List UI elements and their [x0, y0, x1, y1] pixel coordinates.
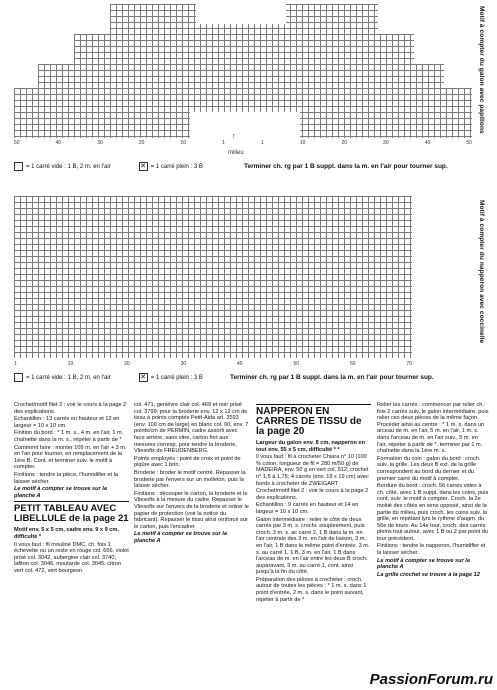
col2-p2: Points employés : point de croix et point de piqûre avec 1 brin.: [134, 455, 241, 469]
chart1-center-label: milieu: [228, 150, 244, 156]
scale-tick: 20: [341, 140, 347, 146]
col1-note: Le motif à compter se trouve sur la planche A: [14, 486, 107, 499]
scale-tick: 70: [406, 361, 412, 367]
chart1-stair-right-2: [414, 34, 472, 64]
chart2-terminer: Terminer ch. rg par 1 B suppl. dans la m. en l'air pour tourner sup.: [230, 374, 434, 381]
col1-p6: Motif env. 5 x 5 cm, cadre env. 9 x 9 cm, difficulté *: [14, 527, 119, 540]
col3-p5: Galon intermédiaire : relier le côté de deux carrés par 3 m. s. crochi. soupleement, puis croch. 3 m. s. ac carré 2, 1 B dans la m. en l'air centrale des 3 m. en l'air de liaison, 3 m. en l'air, 1 B dans le même point d'entrée, 3 m. s. au carré 1, 1 B, 3 m. en l'air, 1 B dans l'arceau de m. en l'air entre les deux B croch. auparavant, 3 m. au carré 1, cont. ainsi jusqu'à la fin du côté.: [256, 516, 370, 576]
col3-p1: Largeur du galon env. 8 cm, napperon en tout env. 55 x 5 cm, difficulté * *: [256, 440, 365, 453]
col4-note: Le motif à compter se trouve sur la planche A: [377, 557, 470, 571]
chart1-stair-right-1: [378, 4, 472, 34]
col3-p6: Préparation des pièces à crocheter : croch. autour de toutes les pièces : * 1 m. s. dans 1 point d'entrée, 2 m. s. dans le point suivant, répéter à partir de *: [256, 576, 367, 603]
column-2: [134, 402, 249, 545]
chart1-stair-left-1: [14, 4, 110, 34]
col3-p4: Echantillon : 9 carrés en hauteur et 14 en largeur = 10 x 10 cm.: [256, 502, 359, 515]
scale-tick: 10: [180, 140, 187, 146]
chart1-side-label: Motif à compter du galon avec papillons: [478, 6, 485, 134]
scale-tick: 30: [180, 361, 187, 367]
scale-tick: 30: [383, 140, 389, 146]
chart2-grid: [14, 196, 412, 358]
scale-tick: 1: [222, 140, 225, 146]
legend-full-label: = 1 carré plein : 3 B: [150, 374, 203, 381]
col4-p1: Relier les carrés : commencer par relier ch. fois 2 carrés suiv. le galon intermédiaire, puis relier ces deux pièces de la même façon. Procéder ainsi au centre : * 1 m. s. dans un arceau de m. en l'air, 5 m. en l'air, 1 m. s. dans l'arceau de m. en l'air suiv., 5 m. en l'air, répéter à partir de *. terminer par 1 m. chaînette dans la 1ère m. s.: [377, 402, 489, 455]
col2-p3: Broderie : broder le motif centré. Repasser la broderie par l'envers sur un molleton, puis la laisser sécher.: [134, 469, 246, 490]
scale-tick: 40: [424, 140, 431, 146]
chart1-stair-left-2: [14, 34, 74, 64]
chart1-center-notch: [196, 4, 286, 24]
scale-tick: 20: [138, 140, 145, 146]
legend-empty-label: = 1 carré vide : 1 B, 2 m. en l'air: [26, 374, 111, 381]
chart1-stair-right-3: [444, 64, 472, 88]
empty-square-icon: [14, 162, 23, 171]
scale-tick: 50: [466, 140, 472, 146]
col2-p1: col. 471, genièvre clair col. 469 et noir prisé col. 3799; pour la broderie env. 12 x 12 cm de tissu à points comptés Petit-Aida art. 3593 (env. 100 cm de large) en blanc col. 00, env. 7 points/cm de PERMIN, cadre assorti avec face arrière, sans vitre, carton fort aux mesures corresp. pour tendre la broderie, Vliesofix de FREUDENBERG.: [134, 402, 249, 455]
center-arrow-icon: ↑: [232, 133, 236, 140]
col1-title: PETIT TABLEAU AVEC LIBELLULE de la page 21: [14, 503, 129, 525]
col4-note2: La grille crochet se trouve à la page 12: [377, 571, 480, 578]
col4-p2: Formation du coin : galon du bord : croch. suiv. la grille. Les deux B ext. de la grille correspondent au bord du dernier et du premier carré du motif à compter.: [377, 455, 481, 482]
col1-p5: Finitions : tendre la pièce, l'humidifier et la laisser sécher.: [14, 471, 118, 485]
scale-tick: 1: [260, 140, 264, 146]
scale-tick: 40: [55, 140, 62, 146]
chart2-legend: [14, 373, 203, 382]
chart1-scale: [14, 140, 472, 146]
col3-p2: Il vous faut : fil à crocheter Chiara n° 10 (100 % coton, longueur de fil = 280 m/50 g) de MADEIRA, env. 50 g en vert col. 512; crochet n° 1,5 à 1,75; 4 carrés (env. 19 x 19 cm) avec bords à crocheter de ZWEIGART: [256, 454, 369, 487]
col1-p2: Echantillon : 13 carrés en hauteur et 12 en largeur = 10 x 10 cm.: [14, 416, 120, 429]
chart2-side-label: Motif à compter du napperon avec coccinelle: [478, 200, 485, 344]
col3-p3: Crochet/motif filet 2 : voir le cours à la page 2 des explications.: [256, 488, 369, 501]
scale-tick: 50: [293, 361, 300, 367]
chart1-center-valley: [190, 112, 300, 138]
full-square-icon: ✕: [140, 163, 147, 170]
scale-tick: 20: [124, 361, 130, 367]
watermark-logo: PassionForum.ru: [369, 671, 493, 688]
scale-tick: 40: [237, 361, 243, 367]
col2-p4: Finitions : découper le carton, la broderie et le Vliesofix à la mesure du cadre. Repasser le Vliesofix sur l'envers de la broderie et retirer le papier de protection (voir la notice du fabricant). Repasser le tissu ainsi renforcé sur le carton, puis l'encadrer: [134, 490, 249, 530]
full-square-icon: ✕: [140, 374, 147, 381]
column-3: [256, 402, 371, 604]
legend-full-label: = 1 carré plein : 3 B: [150, 163, 203, 170]
column-4: [377, 402, 489, 579]
chart1-legend: [14, 162, 203, 171]
col3-title: NAPPERON EN CARRES DE TISSU de la page 20: [256, 404, 371, 437]
scale-tick: 50: [14, 140, 20, 146]
column-1: [14, 402, 129, 575]
scale-tick: 10: [299, 140, 306, 146]
col1-p4: Comment faire : monter 109 m. en l'air + 3 m. en l'air pour tourner, en remplacement de la 1ère B. Cont. et terminer suiv. le motif à compter.: [14, 444, 127, 471]
col2-note: Le motif à compter se trouve sur la planche A: [134, 531, 227, 544]
col1-p7: Il vous faut : fil mouliné DMC, ch. fois 1 échevette ou un reste en rouge col. 666, violet prisé col. 3042, aubergine clair col. 3740, lafiton col. 3046, moutarde col. 3045, citron vert col. 472, vert bourgeon: [14, 541, 129, 574]
col1-p3: Finition du bord : * 1 m. s., 4 m. en l'air, 1 m. chaînette dans la m. s., répéter à partir de *: [14, 430, 124, 443]
scale-tick: 1: [14, 361, 17, 367]
scale-tick: 10: [67, 361, 74, 367]
empty-square-icon: [14, 373, 23, 382]
chart2-scale: [14, 361, 412, 367]
scale-tick: 30: [97, 140, 103, 146]
col4-p4: Finitions : tendre le napperon, l'humidifier et la laisser sécher.: [377, 543, 486, 557]
col1-p1: Crochet/motif filet 2 : voir le cours à la page 2 des explications.: [14, 402, 127, 415]
scale-tick: 60: [349, 361, 356, 367]
chart1-terminer: Terminer ch. rg par 1 B suppl. dans la m. en l'air pour tourner sup.: [244, 163, 448, 170]
chart1-stair-left-3: [14, 64, 38, 88]
legend-empty-label: = 1 carré vide : 1 B, 2 m. en l'air: [26, 163, 111, 170]
col4-p3: Bordure du bord : croch. 56 carrés vides à ch. côté, avec 1 B suppl. dans les coins, puis cont. suiv. le motif à compter. Croch. la 2e moitié des côtés en sens opposé, ainsi de la partie du milieu, puis croch. les coins suiv. la grille, en répétant lyrs le rythme d'augm. du 56e de tours. Au 14e tour, croch. des carrés pleins tout autour, avec 1 B ou 2 par point du tour précédent.: [377, 483, 489, 542]
